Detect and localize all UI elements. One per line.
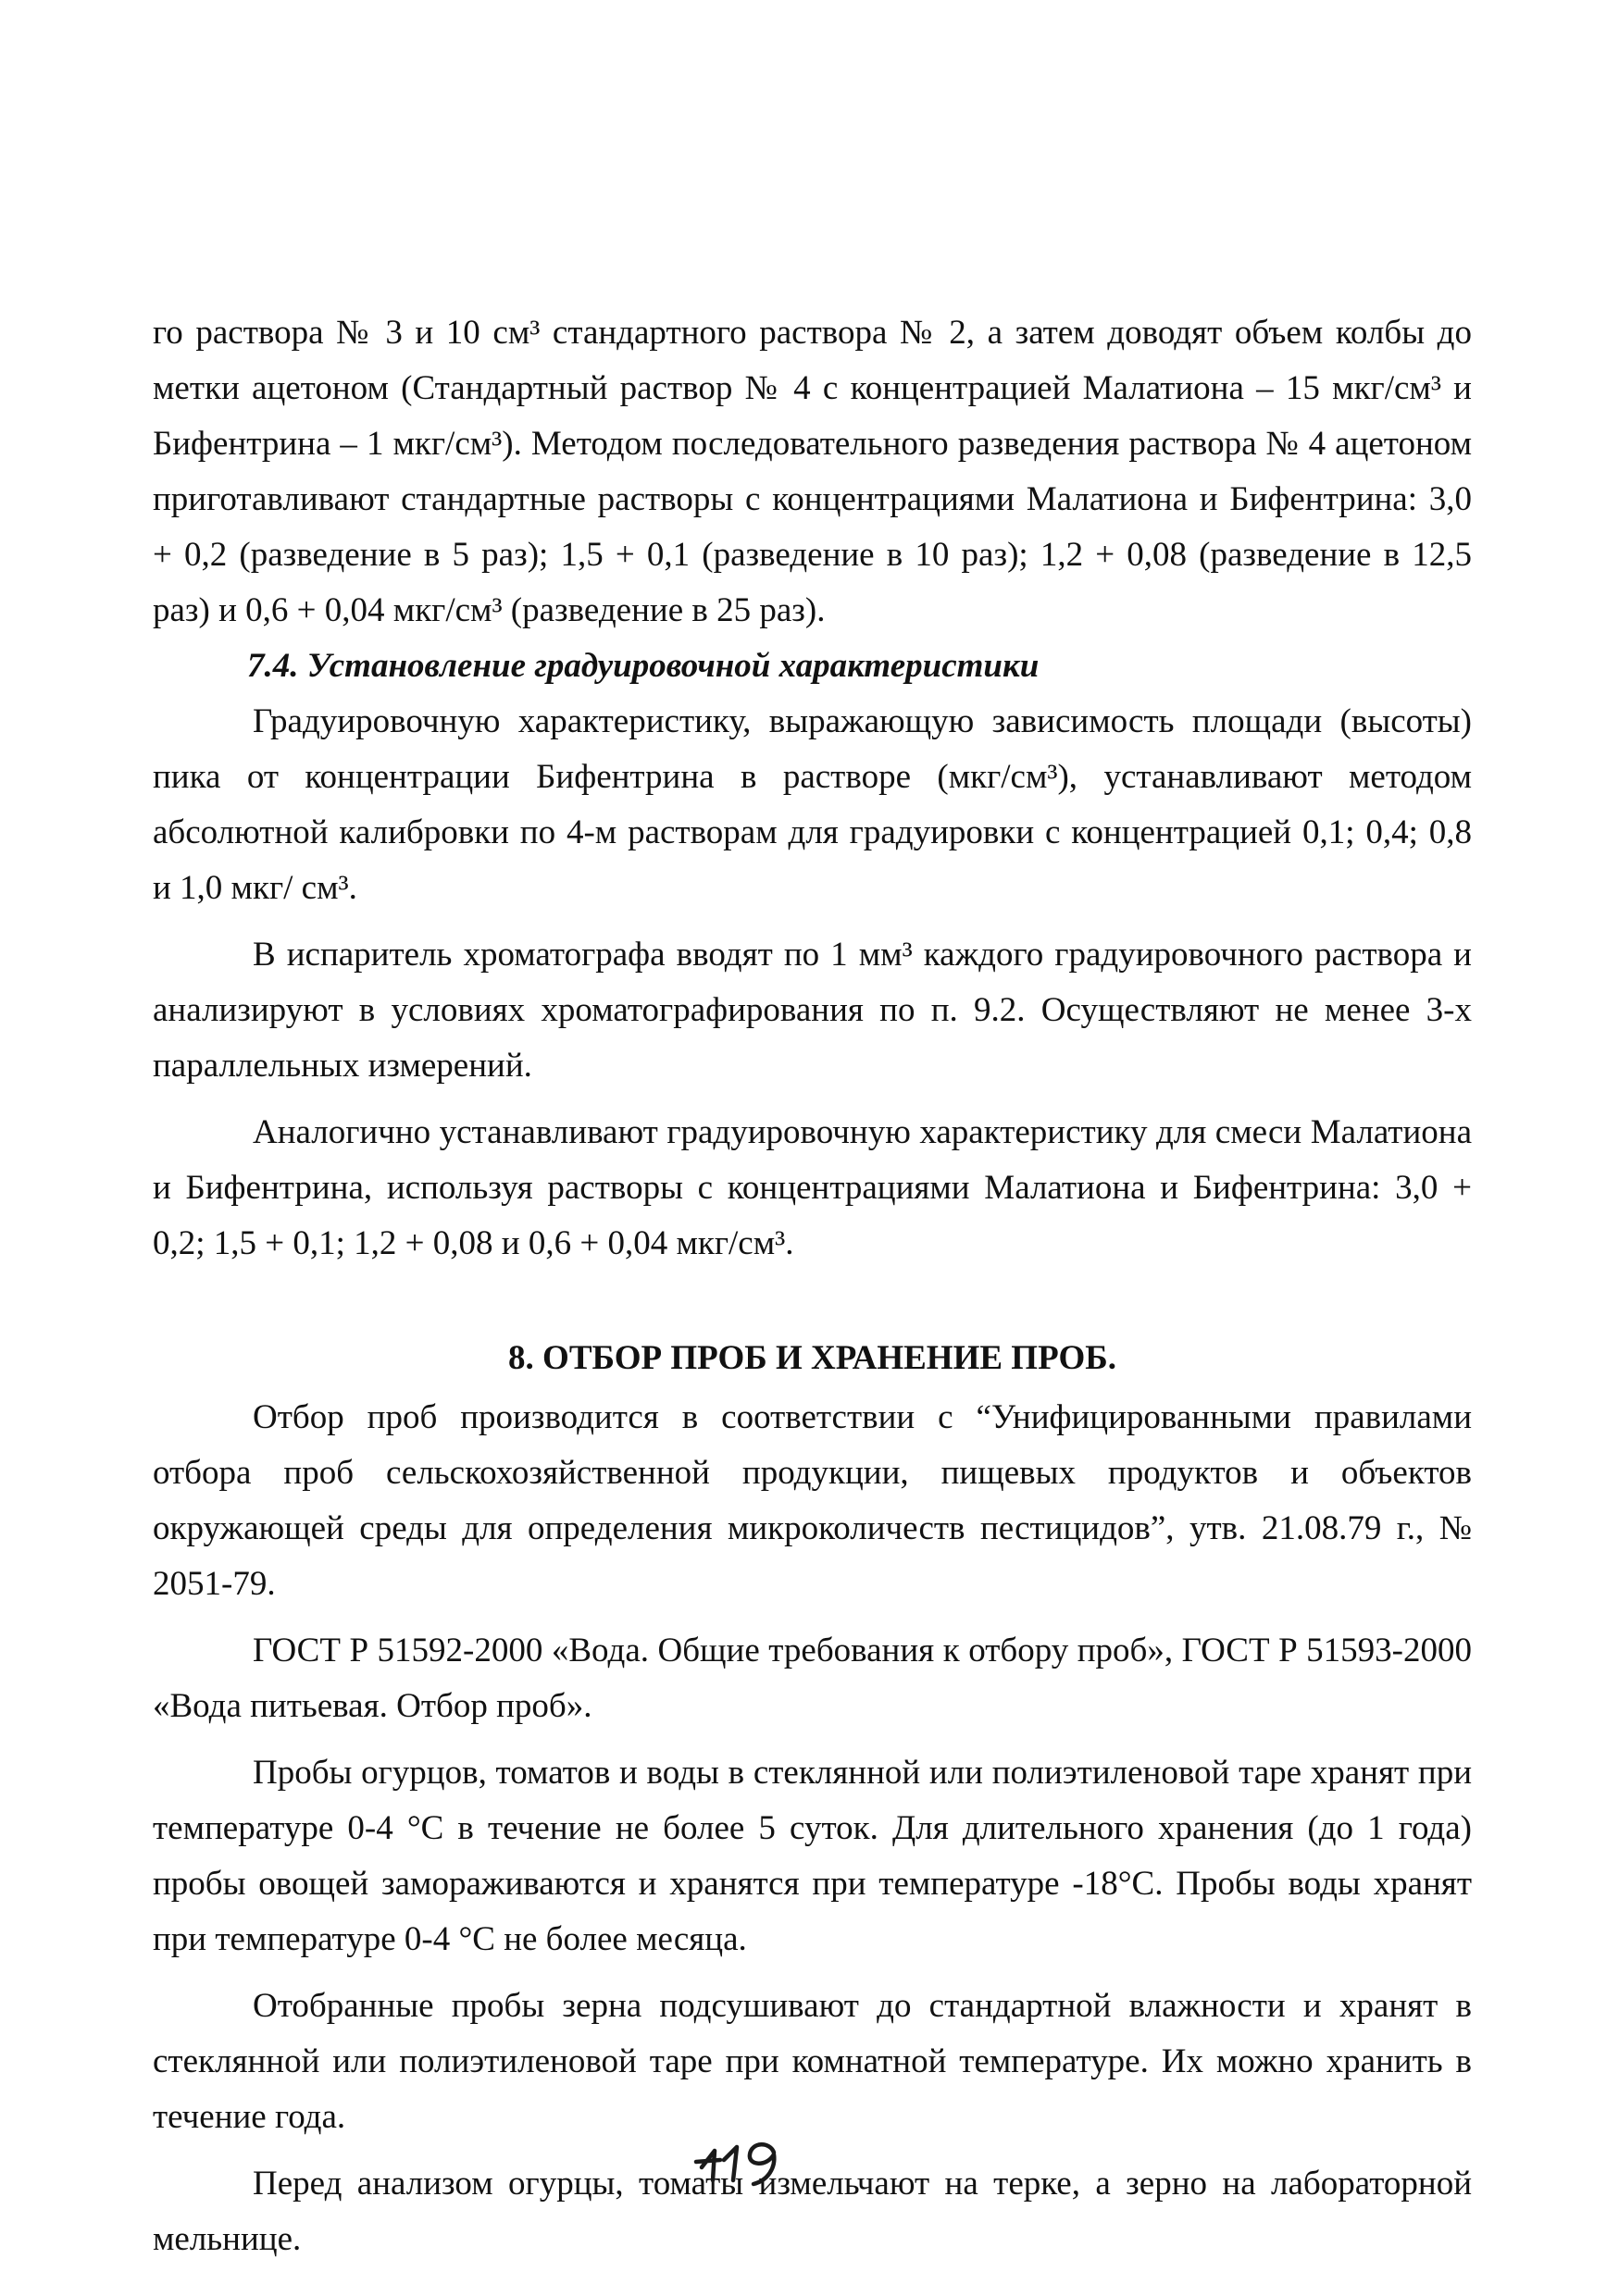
paragraph-storage-conditions: Пробы огурцов, томатов и воды в стеклянной или полиэтиленовой таре хранят при температуре 0-4 °С в течение не более 5 суток. Для длительного хранения (до 1 года) пробы овощей замораживаются и хранятся при температуре -18°С. Пробы воды хранят при температуре 0-4 °С не более месяца. (153, 1754, 1472, 1958)
paragraph-calibration-characteristic: Градуировочную характеристику, выражающую зависимость площади (высоты) пика от концентрации Бифентрина в растворе (мкг/см³), устанавливают методом абсолютной калибровки по 4-м растворам для градуировки с концентрацией 0,1; 0,4; 0,8 и 1,0 мкг/ см³. (153, 702, 1472, 907)
paragraph-standard-solutions: го раствора № 3 и 10 см³ стандартного раствора № 2, а затем доводят объем колбы до метки ацетоном (Стандартный раствор № 4 с концентрацией Малатиона – 15 мкг/см³ и Бифентрина – 1 мкг/см³). Методом последовательного разведения раствора № 4 ацетоном приготавливают стандартные растворы с концентрациями Малатиона и Бифентрина: 3,0 + 0,2 (разведение в 5 раз); 1,5 + 0,1 (разведение в 10 раз); 1,2 + 0,08 (разведение в 12,5 раз) и 0,6 + 0,04 мкг/см³ (разведение в 25 раз). (153, 314, 1472, 629)
section-title-sampling: 8. ОТБОР ПРОБ И ХРАНЕНИЕ ПРОБ. (508, 1339, 1116, 1377)
paragraph-chromatograph-injection: В испаритель хроматографа вводят по 1 мм³ каждого градуировочного раствора и анализируют в условиях хроматографирования по п. 9.2. Осуществляют не менее 3-х параллельных измерений. (153, 936, 1472, 1085)
handwritten-page-number-drawing (692, 2119, 794, 2191)
subheading-calibration: 7.4. Установление градуировочной характеристики (247, 647, 1040, 685)
document-body (153, 305, 1472, 2267)
paragraph-sample-preparation: Перед анализом огурцы, томаты измельчают на терке, а зерно на лабораторной мельнице. (153, 2165, 1472, 2258)
handwritten-page-number (692, 2119, 794, 2191)
paragraph-mixture-calibration: Аналогично устанавливают градуировочную характеристику для смеси Малатиона и Бифентрина, используя растворы с концентрациями Малатиона и Бифентрина: 3,0 + 0,2; 1,5 + 0,1; 1,2 + 0,08 и 0,6 + 0,04 мкг/см³. (153, 1113, 1472, 1262)
paragraph-grain-storage: Отобранные пробы зерна подсушивают до стандартной влажности и хранят в стеклянной или полиэтиленовой таре при комнатной температуре. Их можно хранить в течение года. (153, 1987, 1472, 2136)
paragraph-sampling-rules: Отбор проб производится в соответствии с “Унифицированными правилами отбора проб сельскохозяйственной продукции, пищевых продуктов и объектов окружающей среды для определения микроколичеств пестицидов”, утв. 21.08.79 г., № 2051-79. (153, 1398, 1472, 1603)
paragraph-gost-standards: ГОСТ Р 51592-2000 «Вода. Общие требования к отбору проб», ГОСТ Р 51593-2000 «Вода питьевая. Отбор проб». (153, 1632, 1472, 1725)
